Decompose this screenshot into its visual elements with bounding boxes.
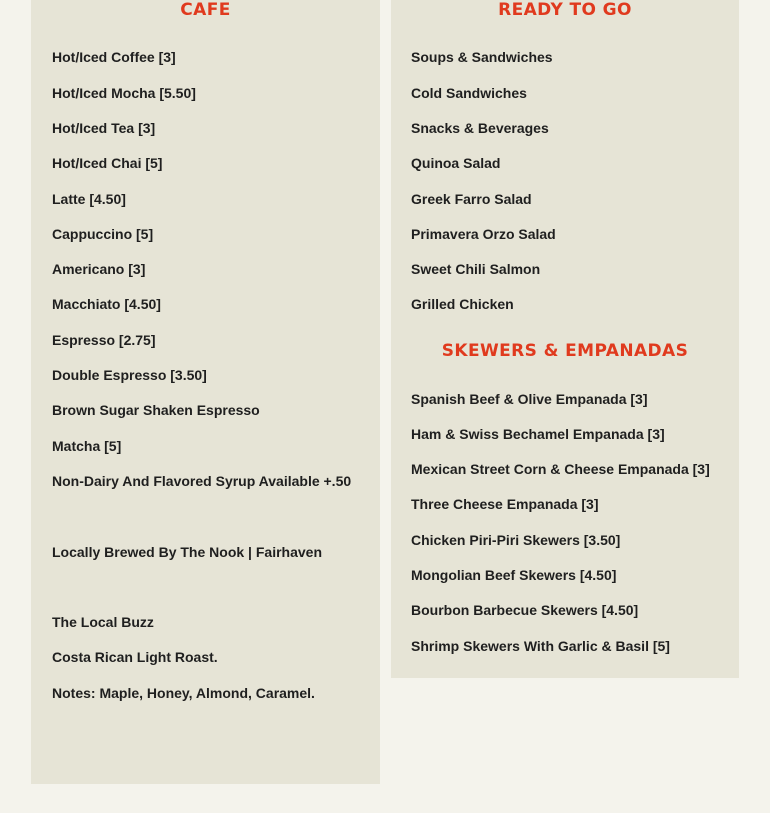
cafe-menu-item: Brown Sugar Shaken Espresso [52,402,260,418]
cafe-menu-item: Macchiato [4.50] [52,296,161,312]
ready-to-go-item: Grilled Chicken [411,296,514,312]
skewers-empanadas-item: Mexican Street Corn & Cheese Empanada [3] [411,461,710,477]
cafe-menu-item: Hot/Iced Mocha [5.50] [52,85,196,101]
ready-to-go-item: Primavera Orzo Salad [411,226,556,242]
ready-to-go-heading: READY TO GO [498,0,632,20]
skewers-empanadas-heading: SKEWERS & EMPANADAS [441,341,689,361]
skewers-empanadas-item: Three Cheese Empanada [3] [411,496,599,512]
ready-to-go-item: Snacks & Beverages [411,120,549,136]
ready-to-go-item: Sweet Chili Salmon [411,261,541,277]
cafe-heading: CAFE [180,0,231,20]
skewers-empanadas-item: Mongolian Beef Skewers [4.50] [411,567,617,583]
skewers-empanadas-item: Shrimp Skewers With Garlic & Basil [5] [411,638,670,654]
skewers-empanadas-item: Bourbon Barbecue Skewers [4.50] [411,602,639,618]
cafe-menu-item: Latte [4.50] [52,191,126,207]
ready-to-go-item: Soups & Sandwiches [411,49,553,65]
cafe-menu-item: Cappuccino [5] [52,226,154,242]
cafe-menu-item: Hot/Iced Coffee [3] [52,49,176,65]
ready-to-go-panel [391,0,739,678]
cafe-menu-item: Hot/Iced Tea [3] [52,120,156,136]
ready-to-go-item: Quinoa Salad [411,155,501,171]
skewers-empanadas-item: Chicken Piri-Piri Skewers [3.50] [411,532,621,548]
cafe-menu-item: Matcha [5] [52,438,122,454]
cafe-menu-item: Double Espresso [3.50] [52,367,207,383]
local-buzz-roast: Costa Rican Light Roast. [52,649,218,665]
skewers-empanadas-item: Ham & Swiss Bechamel Empanada [3] [411,426,665,442]
ready-to-go-item: Greek Farro Salad [411,191,532,207]
cafe-menu-item: Americano [3] [52,261,146,277]
skewers-empanadas-item: Spanish Beef & Olive Empanada [3] [411,391,648,407]
cafe-menu-panel [31,0,380,784]
brewed-by-note: Locally Brewed By The Nook | Fairhaven [52,544,322,560]
cafe-menu-item: Espresso [2.75] [52,332,156,348]
ready-to-go-item: Cold Sandwiches [411,85,527,101]
cafe-menu-item: Hot/Iced Chai [5] [52,155,163,171]
cafe-menu-item: Non-Dairy And Flavored Syrup Available +.50 [52,473,352,489]
local-buzz-title: The Local Buzz [52,614,154,630]
local-buzz-notes: Notes: Maple, Honey, Almond, Caramel. [52,685,315,701]
